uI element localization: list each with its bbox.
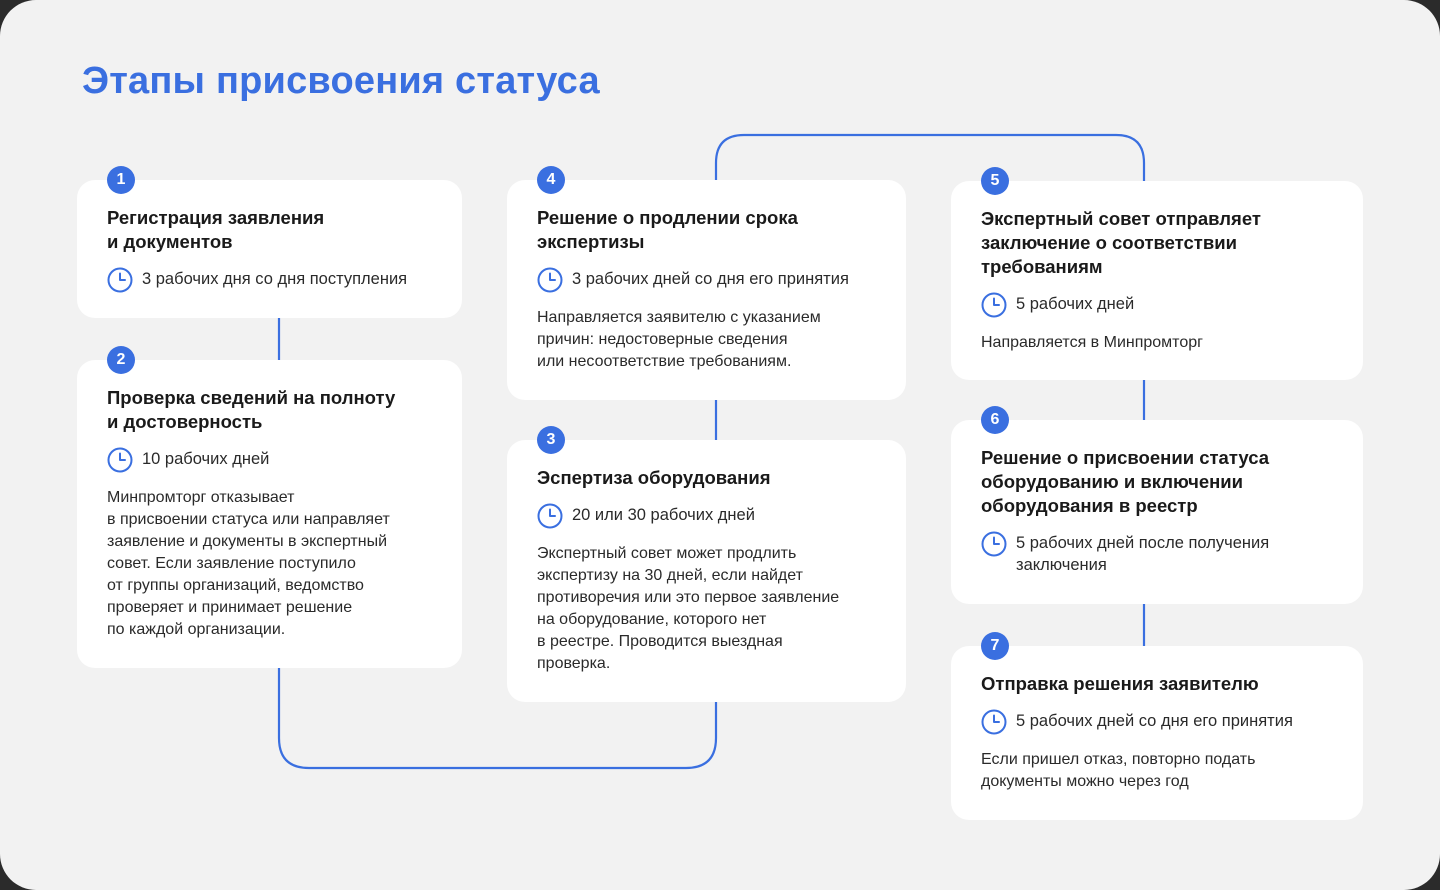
stage-card-7	[951, 637, 1363, 820]
page-title: Этапы присвоения статуса	[82, 60, 600, 102]
clock-icon	[537, 267, 563, 293]
stage-note: Направляется в Минпромторг	[981, 334, 1203, 351]
stage-card-6	[951, 411, 1363, 604]
stage-card-1	[77, 171, 462, 318]
stage-duration-text: 5 рабочих дней	[1016, 295, 1135, 313]
stage-duration-text: 3 рабочих дней со дня его принятия	[572, 270, 849, 288]
stage-title: Решение о присвоении статуса оборудованию и включении оборудования в реестр	[981, 447, 1269, 516]
stage-number-badge: 3	[537, 426, 565, 454]
stage-title: Экспертный совет отправляет заключение о соответствии требованиям	[981, 208, 1261, 277]
stage-card-2	[77, 351, 462, 668]
stage-duration-text: 5 рабочих дней после получения заключения	[1016, 534, 1270, 574]
stage-number-badge: 6	[981, 406, 1009, 434]
stage-duration-text: 3 рабочих дня со дня поступления	[142, 270, 408, 288]
stage-duration	[107, 268, 432, 293]
stage-note: Если пришел отказ, повторно подать документы можно через год	[981, 751, 1256, 790]
stage-card-5	[951, 172, 1363, 380]
clock-icon	[981, 709, 1007, 735]
stage-number-badge: 7	[981, 632, 1009, 660]
stage-card-4	[507, 171, 906, 400]
stage-card-3	[507, 431, 906, 702]
stage-number-badge: 1	[107, 166, 135, 194]
stage-note: Минпромторг отказывает в присвоении статуса или направляет заявление и документы в экспертный совет. Если заявление поступило от группы организаций, ведомство проверяет и принимает решение по каждой организации.	[107, 489, 390, 638]
stage-note: Экспертный совет может продлить экспертизу на 30 дней, если найдет противоречия или это первое заявление на оборудование, которого нет в реестре. Проводится выездная проверка.	[537, 545, 840, 672]
stage-duration	[537, 268, 876, 293]
stage-duration	[981, 710, 1333, 735]
stage-duration-text: 10 рабочих дней	[142, 450, 270, 468]
stage-title: Проверка сведений на полноту и достоверность	[107, 387, 396, 432]
stage-duration-text: 5 рабочих дней со дня его принятия	[1016, 712, 1293, 730]
stage-title: Решение о продлении срока экспертизы	[537, 207, 798, 252]
clock-icon	[537, 503, 563, 529]
stage-duration	[537, 504, 876, 529]
connector-4-5	[716, 135, 1144, 181]
stage-duration	[981, 532, 1333, 576]
stage-number-badge: 5	[981, 167, 1009, 195]
stage-duration	[107, 448, 432, 473]
clock-icon	[107, 447, 133, 473]
stage-title: Эспертиза оборудования	[537, 467, 771, 488]
stage-number-badge: 2	[107, 346, 135, 374]
stage-title: Регистрация заявления и документов	[107, 207, 325, 252]
stage-duration	[981, 293, 1333, 318]
stage-duration-text: 20 или 30 рабочих дней	[572, 506, 755, 524]
clock-icon	[107, 267, 133, 293]
clock-icon	[981, 292, 1007, 318]
stage-note: Направляется заявителю с указанием причин: недостоверные сведения или несоответствие требованиям.	[537, 309, 821, 370]
stage-title: Отправка решения заявителю	[981, 673, 1259, 694]
stage-number-badge: 4	[537, 166, 565, 194]
clock-icon	[981, 531, 1007, 557]
